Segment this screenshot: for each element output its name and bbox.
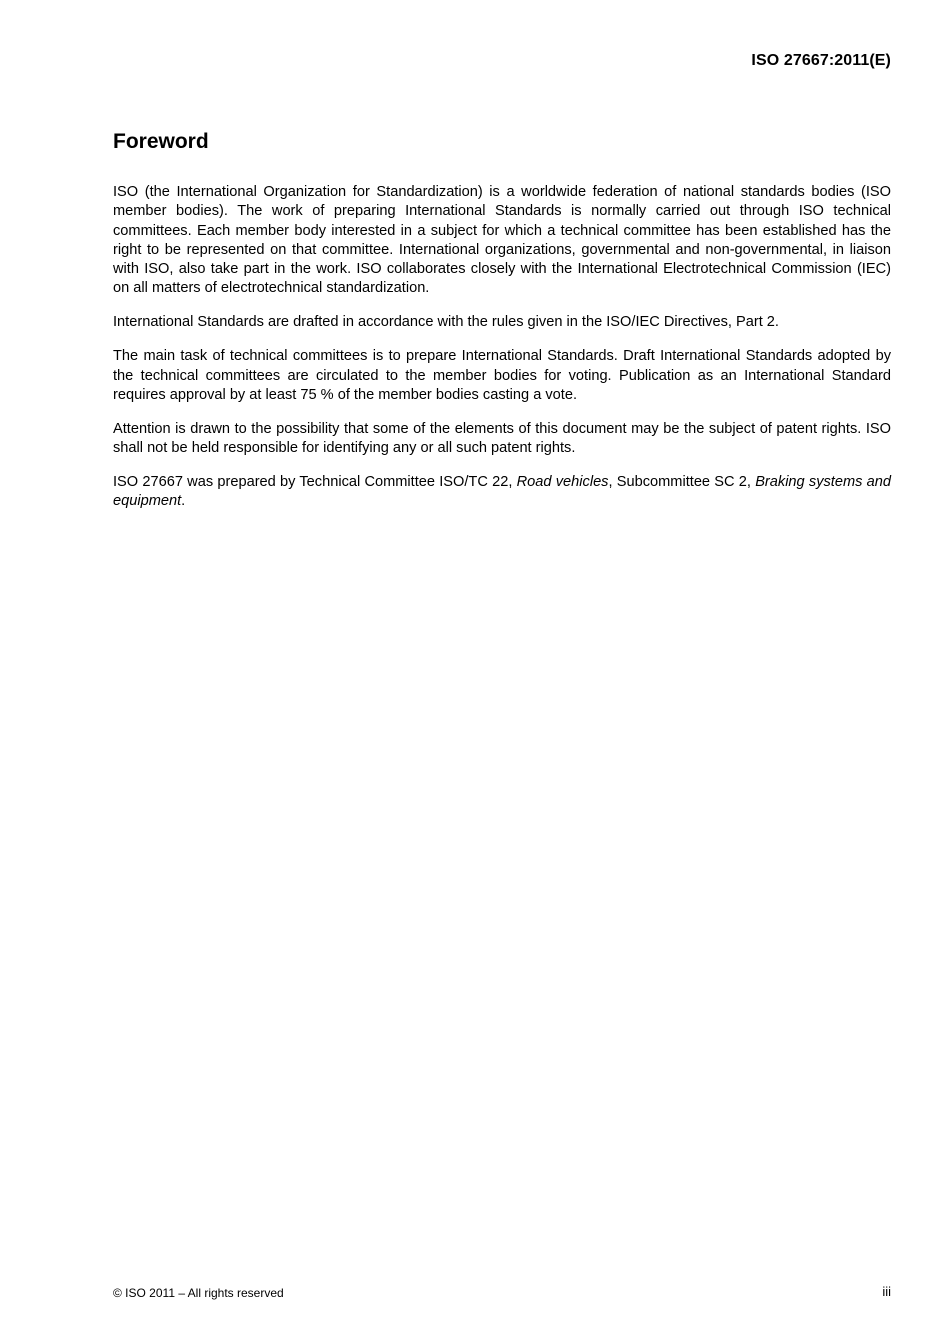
prepared-by-text-2: , Subcommittee SC 2, [608,473,756,490]
paragraph-patent-rights: Attention is drawn to the possibility that some of the elements of this document may be the subject of patent rights. ISO shall not be held responsible for identifying any or all such patent rights. [113,420,891,457]
foreword-body [113,183,891,526]
paragraph-committee-task: The main task of technical committees is to prepare International Standards. Draft International Standards adopted by the technical committees are circulated to the member bodies for voting. Publication as an International Standard requires approval by at least 75 % of the member bodies casting a vote. [113,348,891,403]
paragraph-directives: International Standards are drafted in accordance with the rules given in the ISO/IEC Directives, Part 2. [113,314,779,331]
prepared-by-text-3: . [181,493,186,510]
foreword-title: Foreword [113,130,209,153]
committee-name: Road vehicles [516,473,609,490]
subcommittee-name: Braking systems and equipment [113,473,891,510]
paragraph-prepared-by [113,473,891,512]
footer-copyright: © ISO 2011 – All rights reserved [113,1286,284,1300]
document-reference: ISO 27667:2011(E) [751,52,891,69]
prepared-by-text-1: ISO 27667 was prepared by Technical Committee ISO/TC 22, [113,473,517,490]
page-number: iii [882,1284,891,1299]
paragraph-iso-intro: ISO (the International Organization for Standardization) is a worldwide federation of national standards bodies (ISO member bodies). The work of preparing International Standards is normally carried out through ISO technical committees. Each member body interested in a subject for which a technical committee has been established has the right to be represented on that committee. International organizations, governmental and non-governmental, in liaison with ISO, also take part in the work. ISO collaborates closely with the International Electrotechnical Commission (IEC) on all matters of electrotechnical standardization. [113,184,891,297]
